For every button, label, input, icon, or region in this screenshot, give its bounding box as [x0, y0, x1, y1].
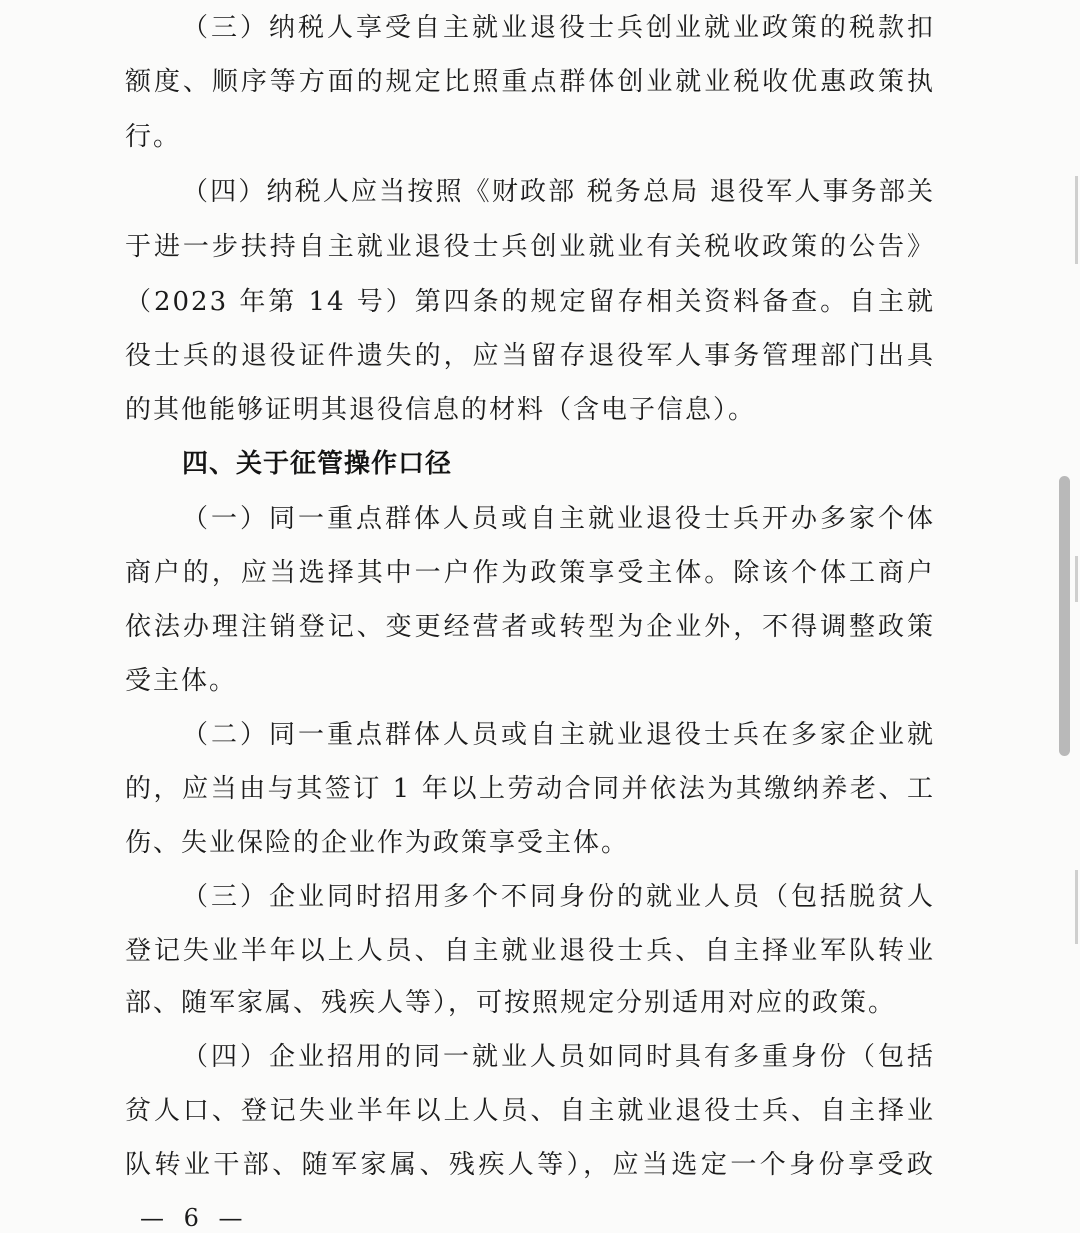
text-line: （四）纳税人应当按照《财政部 税务总局 退役军人事务部关 [182, 177, 935, 207]
text-line: 于进一步扶持自主就业退役士兵创业就业有关税收政策的公告》 [125, 232, 935, 262]
text-line: 贫人口、登记失业半年以上人员、自主就业退役士兵、自主择业 [125, 1096, 935, 1126]
text-line: 商户的，应当选择其中一户作为政策享受主体。除该个体工商户 [125, 558, 935, 588]
scan-edge-mark [1075, 870, 1078, 944]
page-number: — 6 — [140, 1204, 243, 1232]
scan-edge-mark [1075, 176, 1078, 264]
text-line: （三）企业同时招用多个不同身份的就业人员（包括脱贫人 [182, 882, 935, 912]
text-line: 伤、失业保险的企业作为政策享受主体。 [125, 828, 630, 858]
scan-edge-mark [1075, 556, 1078, 602]
text-line: （二）同一重点群体人员或自主就业退役士兵在多家企业就 [182, 720, 935, 750]
text-line: （四）企业招用的同一就业人员如同时具有多重身份（包括 [182, 1042, 935, 1072]
text-line: （一）同一重点群体人员或自主就业退役士兵开办多家个体 [182, 504, 935, 534]
text-line: 的，应当由与其签订 1 年以上劳动合同并依法为其缴纳养老、工 [125, 774, 935, 804]
text-line: 行。 [125, 122, 182, 152]
text-line: 受主体。 [125, 666, 238, 696]
text-line: 登记失业半年以上人员、自主就业退役士兵、自主择业军队转业 [125, 936, 935, 966]
text-line: （三）纳税人享受自主就业退役士兵创业就业政策的税款扣 [182, 13, 935, 43]
scrollbar-thumb[interactable] [1059, 476, 1070, 756]
text-line: 额度、顺序等方面的规定比照重点群体创业就业税收优惠政策执 [125, 67, 935, 97]
text-line: 部、随军家属、残疾人等），可按照规定分别适用对应的政策。 [125, 988, 897, 1018]
text-line: 依法办理注销登记、变更经营者或转型为企业外，不得调整政策 [125, 612, 935, 642]
text-line: 队转业干部、随军家属、残疾人等），应当选定一个身份享受政 [125, 1150, 935, 1180]
text-line: 役士兵的退役证件遗失的，应当留存退役军人事务管理部门出具 [125, 341, 935, 371]
text-line: （2023 年第 14 号）第四条的规定留存相关资料备查。自主就 [125, 287, 935, 317]
section-heading: 四、关于征管操作口径 [182, 449, 453, 479]
text-line: 的其他能够证明其退役信息的材料（含电子信息）。 [125, 395, 757, 425]
